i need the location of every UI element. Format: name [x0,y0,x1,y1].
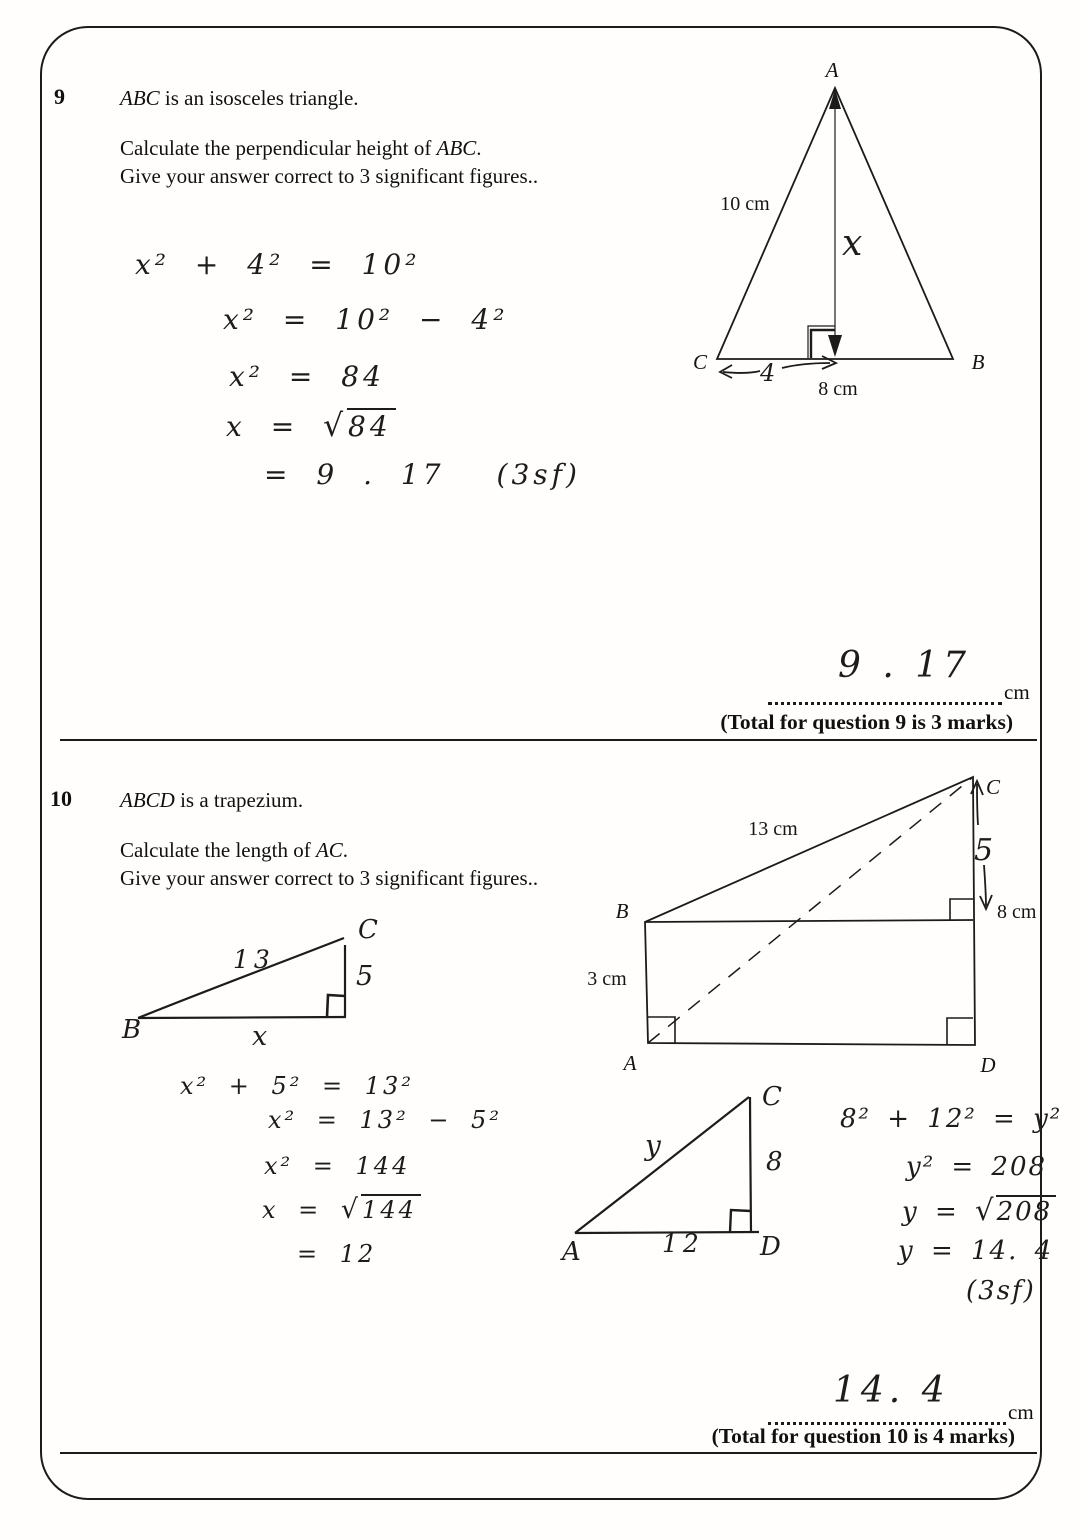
q9-answer-unit: cm [1004,680,1030,704]
q10-number: 10 [50,786,72,811]
q9-arrow-left-shaft [723,371,760,373]
q10-horizontal-line-bc [645,920,973,922]
q9-task-name: ABC [436,136,477,160]
q9-divider-rule [60,739,1037,741]
q9-working-line1: x² + 4² = 10² [135,248,421,281]
q10-vertex-a-label: A [623,1051,637,1075]
tri1-base-x-label: x [252,1021,268,1052]
tri2-vertex-c-label: C [762,1082,782,1112]
q9-working-sf-note: (3sf) [496,458,581,491]
q10-working1-line5: = 12 [297,1240,377,1268]
tri1-vertex-c-label: C [358,915,378,945]
q9-working-line3: x² = 84 [229,360,385,393]
q10-working2-line5: (3sf) [966,1276,1036,1306]
q9-number: 9 [54,84,65,109]
q10-intro-name: ABCD [120,788,175,812]
q10-working1-line1: x² + 5² = 13² [180,1072,414,1100]
tri2-right-angle [730,1210,751,1232]
q10-right-angle-right-side [950,899,973,920]
q9-sqrt-sign: √ [323,408,348,444]
q10-right-angle-d [947,1018,973,1045]
q10-answer-value: 14. 4 [833,1370,950,1411]
q10-divider-rule [60,1452,1037,1454]
q10-intro [120,786,303,814]
q10-working1-line4-lhs: x = [262,1196,322,1224]
q10-working2-line1: 8² + 12² = y² [840,1104,1063,1134]
tri1-base [138,1017,346,1018]
q10-working1-line4 [262,1194,421,1225]
q9-triangle-diagram [660,55,1060,405]
q9-task [120,134,482,162]
q10-working1-line3: x² = 144 [264,1152,411,1180]
q10-working2-line3 [902,1193,1056,1227]
q10-vertex-c-label: C [985,775,1001,799]
tri1-vert-5-label: 5 [356,961,374,992]
q10-task-pre: Calculate the length of [120,838,316,862]
tri2-hypotenuse [575,1097,749,1233]
tri2-base-12-label: 12 [662,1229,704,1258]
tri1-right-angle [327,995,345,1017]
q9-arrow-right-shaft [782,363,830,368]
q9-intro-name: ABC [120,86,160,110]
q9-task-post: . [476,136,482,160]
q9-intro [120,84,359,112]
q9-vertex-b-label: B [971,350,985,374]
q10-arrow-down-shaft [984,865,986,906]
tri2-vertex-a-label: A [562,1237,581,1267]
q9-half-base-4-label: 4 [760,359,776,387]
q9-answer-value: 9 . 17 [838,645,972,686]
q10-sqrt2-radicand: 208 [996,1195,1057,1227]
q10-task-name: AC [315,838,343,862]
q10-working1-line2: x² = 13² − 5² [268,1106,502,1134]
q10-sketch-triangle-adc [540,1070,820,1270]
q10-vertex-b-label: B [615,899,629,923]
q10-working2-line2: y² = 208 [906,1152,1048,1182]
q9-vertex-a-label: A [825,58,839,82]
q10-sqrt1-sign: √ [340,1194,362,1225]
q9-answer-row [768,680,1030,705]
q9-task-pre: Calculate the perpendicular height of [120,136,437,160]
q10-intro-rest: is a trapezium. [174,788,304,812]
q9-vertex-c-label: C [692,350,708,374]
q10-task2: Give your answer correct to 3 significant figures.. [120,866,539,890]
q10-task [120,836,348,864]
tri1-vertex-b-label: B [122,1015,142,1045]
q9-base-8cm-label: 8 cm [818,378,858,400]
q9-working-result: = 9 . 17 [264,458,445,491]
tri2-hyp-y-label: y [645,1129,661,1162]
q9-sqrt-radicand: 84 [347,408,396,443]
q10-side-3cm-label: 3 cm [587,968,627,990]
tri1-hyp-13-label: 13 [233,945,275,974]
q10-sqrt1-radicand: 144 [361,1194,421,1224]
q10-working2-line3-lhs: y = [902,1197,959,1227]
q10-sqrt2-sign: √ [975,1193,996,1227]
q9-answer-dotted-line [768,692,1002,705]
q10-total-marks: (Total for question 10 is 4 marks) [711,1424,1015,1448]
q10-arrow-up-shaft [977,784,978,825]
q10-answer-unit: cm [1008,1400,1034,1424]
q9-side-10cm-label: 10 cm [720,193,770,215]
q9-height-x-label: x [842,223,863,264]
q10-seg-8cm-label: 8 cm [997,901,1037,923]
q9-working-line4-lhs: x = [226,410,299,443]
q10-answer-row [768,1400,1034,1425]
q9-task2: Give your answer correct to 3 significant figures.. [120,164,539,188]
q10-vertex-d-label: D [980,1053,996,1077]
q10-seg-5-label: 5 [974,833,994,868]
tri2-vert-8-label: 8 [766,1147,783,1177]
q9-working-line5 [264,458,581,491]
q10-trapezium-diagram [560,760,1060,1090]
q9-working-line4 [226,408,396,444]
q10-working2-line4: y = 14. 4 [898,1236,1054,1266]
q9-height-arrow-down [828,335,842,357]
q10-sketch-triangle-bc [100,900,400,1060]
q9-total-marks: (Total for question 9 is 3 marks) [720,710,1013,734]
tri2-vertex-d-label: D [760,1232,781,1262]
q9-intro-rest: is an isosceles triangle. [159,86,359,110]
q10-task-post: . [342,838,349,862]
q9-working-line2: x² = 10² − 4² [223,303,509,336]
q10-side-13cm-label: 13 cm [748,818,798,840]
q10-diagonal-ac-dashed [648,777,973,1043]
